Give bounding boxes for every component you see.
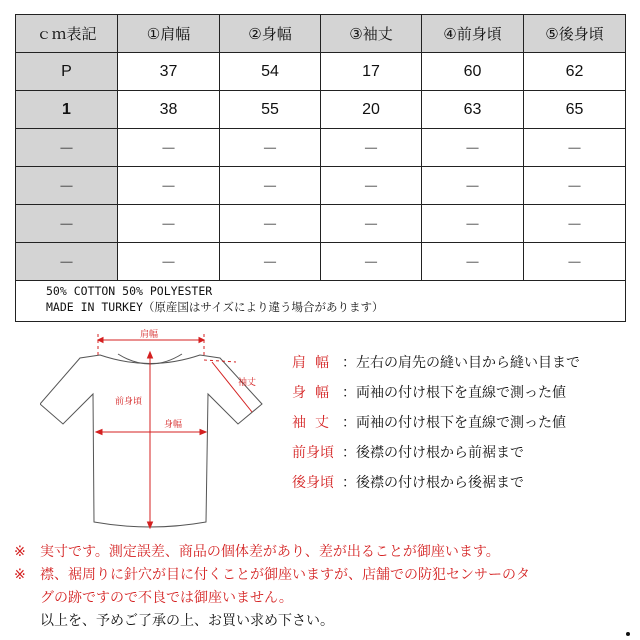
table-cell: － xyxy=(422,205,524,243)
table-cell: － xyxy=(220,205,321,243)
table-cell: － xyxy=(422,129,524,167)
footnote-mark: ※ xyxy=(14,567,26,583)
table-cell: － xyxy=(220,243,321,281)
size-table xyxy=(15,14,626,322)
table-cell: － xyxy=(524,205,626,243)
table-cell: － xyxy=(321,205,422,243)
origin-note: MADE IN TURKEY（原産国はサイズにより違う場合があります） xyxy=(46,300,384,314)
table-cell: － xyxy=(524,167,626,205)
legend-desc: ：後襟の付け根から後裾まで xyxy=(342,475,524,491)
shoulder-arrow-right xyxy=(199,338,204,343)
legend-key: 後身頃 xyxy=(292,475,334,491)
table-cell: － xyxy=(321,167,422,205)
body-arrow-right xyxy=(200,430,206,435)
legend-item-back-length xyxy=(292,468,580,498)
footnote-closing-text: 以上を、予めご了承の上、お買い求め下さい。 xyxy=(40,613,334,629)
row-size-label: － xyxy=(16,129,118,167)
legend-key: 肩幅 xyxy=(292,355,338,371)
table-cell: － xyxy=(220,167,321,205)
legend-desc: ：両袖の付け根下を直線で測った値 xyxy=(342,385,566,401)
header-back-length: ⑤後身頃 xyxy=(524,15,626,53)
header-body-width: ②身幅 xyxy=(220,15,321,53)
row-size-label: － xyxy=(16,243,118,281)
table-cell: － xyxy=(524,243,626,281)
table-cell: 37 xyxy=(118,53,220,91)
header-unit: ｃｍ表記 xyxy=(16,15,118,53)
legend-key: 袖丈 xyxy=(292,415,338,431)
table-cell: 63 xyxy=(422,91,524,129)
tshirt-outline xyxy=(40,355,262,527)
diagram-label-shoulder: 肩幅 xyxy=(140,330,159,340)
row-size-label: － xyxy=(16,167,118,205)
footnote-text: 実寸です。測定誤差、商品の個体差があり、差が出ることが御座います。 xyxy=(40,544,500,560)
table-cell: 55 xyxy=(220,91,321,129)
header-sleeve: ③袖丈 xyxy=(321,15,422,53)
table-row xyxy=(16,243,626,281)
table-cell: 65 xyxy=(524,91,626,129)
legend-desc: ：後襟の付け根から前裾まで xyxy=(342,445,524,461)
header-front-length: ④前身頃 xyxy=(422,15,524,53)
footnote-text: グの跡ですので不良では御座いません。 xyxy=(40,590,293,606)
table-cell: － xyxy=(321,129,422,167)
table-row xyxy=(16,167,626,205)
table-header-row xyxy=(16,15,626,53)
footnote-2 xyxy=(14,564,530,587)
legend-key: 前身頃 xyxy=(292,445,334,461)
material-composition: 50% COTTON 50% POLYESTER xyxy=(46,284,213,298)
table-cell: － xyxy=(422,167,524,205)
legend-item-body-width xyxy=(292,378,580,408)
material-note-row xyxy=(16,281,626,322)
table-cell: － xyxy=(118,167,220,205)
table-cell: － xyxy=(524,129,626,167)
table-cell: － xyxy=(118,129,220,167)
legend-key: 身幅 xyxy=(292,385,338,401)
table-cell: 62 xyxy=(524,53,626,91)
footnote-1 xyxy=(14,541,530,564)
shoulder-arrow-left xyxy=(98,338,103,343)
header-shoulder: ①肩幅 xyxy=(118,15,220,53)
footnote-text: 襟、裾周りに針穴が目に付くことが御座いますが、店舗での防犯センサーのタ xyxy=(40,567,530,583)
sleeve-guide xyxy=(204,360,236,362)
table-cell: 60 xyxy=(422,53,524,91)
diagram-label-sleeve: 袖丈 xyxy=(238,378,257,388)
table-cell: 54 xyxy=(220,53,321,91)
table-row xyxy=(16,205,626,243)
legend-desc: ：両袖の付け根下を直線で測った値 xyxy=(342,415,566,431)
row-size-label: P xyxy=(16,53,118,91)
measurement-legend xyxy=(292,348,580,498)
footnote-closing xyxy=(14,610,530,633)
diagram-label-body: 身幅 xyxy=(164,420,183,430)
front-arrow-top xyxy=(148,352,153,358)
corner-dot xyxy=(626,632,630,636)
row-size-label: 1 xyxy=(16,91,118,129)
table-cell: － xyxy=(118,243,220,281)
body-arrow-left xyxy=(96,430,102,435)
legend-item-shoulder xyxy=(292,348,580,378)
footnote-mark: ※ xyxy=(14,544,26,560)
table-row xyxy=(16,91,626,129)
table-cell: 38 xyxy=(118,91,220,129)
table-row xyxy=(16,129,626,167)
row-size-label: － xyxy=(16,205,118,243)
diagram-label-front: 前身頃 xyxy=(115,397,143,407)
footnotes xyxy=(14,541,530,633)
footnote-2-continued xyxy=(14,587,530,610)
table-cell: 20 xyxy=(321,91,422,129)
legend-desc: ：左右の肩先の縫い目から縫い目まで xyxy=(342,355,580,371)
table-cell: 17 xyxy=(321,53,422,91)
table-cell: － xyxy=(220,129,321,167)
table-cell: － xyxy=(422,243,524,281)
tshirt-measurement-diagram xyxy=(40,322,280,537)
table-cell: － xyxy=(321,243,422,281)
table-row xyxy=(16,53,626,91)
material-note xyxy=(16,281,626,322)
table-cell: － xyxy=(118,205,220,243)
legend-item-sleeve xyxy=(292,408,580,438)
legend-item-front-length xyxy=(292,438,580,468)
